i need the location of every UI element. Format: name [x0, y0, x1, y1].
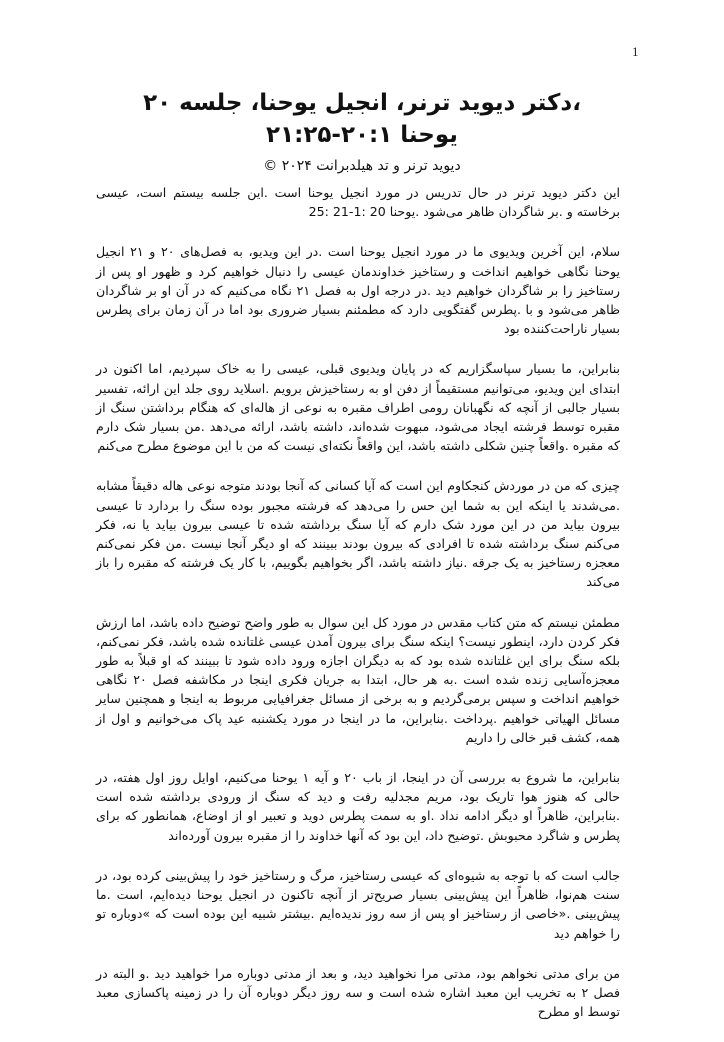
paragraph: مطمئن نیستم که متن کتاب مقدس در مورد کل این سوال به طور واضح توضیح داده باشد، اما ارزش فکر کردن دارد، اینطور نیست؟ اینکه سنگ برای بیرون آمدن عیسی غلتانده شده باشد، فکر نمی‌کنم، بلکه سنگ برای این غلتانده شده بود که به دیگران اجازه ورود داده شود تا ببینند که او قبلاً به طور معجزه‌آسایی زنده شده است .به هر حال، ابتدا به جریان فکری اینجا در مکاشفه فصل ۲۰ نگاهی خواهیم انداخت و سپس برمی‌گردیم و به برخی از مسائل جغرافیایی مربوط به اینجا و همچنین سایر مسائل الهیاتی خواهیم .پرداخت .بنابراین، ما در اینجا در مورد یکشنبه عید پاک می‌خوانیم و اول از همه، کشف قبر خالی را داریم: [96, 614, 620, 745]
document-subtitle: یوحنا ۲۰:۱-۲۱:۲۵: [266, 122, 458, 148]
paragraph: بنابراین، ما شروع به بررسی آن در اینجا، از باب ۲۰ و آیه ۱ یوحنا می‌کنیم، اوایل روز اول هفته، در حالی که هنوز هوا تاریک بود، مریم مجدلیه رفت و دید که سنگ از ورودی برداشته شده است .بنابراین، ظاهراً او دیگر ادامه نداد .او به سمت پطرس دوید و تعبیر او از اوضاع، همانطور که برای پطرس و شاگرد محبوبش .توضیح داد، این بود که آنها خداوند را از مقبره بیرون آورده‌اند: [96, 770, 620, 843]
paragraph: سلام، این آخرین ویدیوی ما در مورد انجیل یوحنا است .در این ویدیو، به فصل‌های ۲۰ و ۲۱ انجیل یوحنا نگاهی خواهیم انداخت و رستاخیز خداوندمان عیسی را دنبال خواهیم کرد و ظهور او پس از رستاخیز را بر شاگردان خواهیم دید .در درجه اول به فصل ۲۱ نگاه می‌کنیم که در آن او بر شاگردان ظاهر می‌شود و با .پطرس گفتگویی دارد که مطمئنم بسیار ضروری بود اما در آن زمان برای پطرس بسیار ناراحت‌کننده بود: [96, 244, 620, 337]
authors-line: دیوید ترنر و تد هیلدبرانت ۲۰۲۴ ©: [263, 158, 461, 174]
page-number: 1: [632, 44, 639, 59]
paragraph: من برای مدتی نخواهم بود، مدتی مرا نخواهید دید، و بعد از مدتی دوباره مرا خواهید دید .و البته در فصل ۲ به تخریب این معبد اشاره شده است و سه روز دیگر دوباره آن را در زمینه پاکسازی معبد توسط او مطرح: [96, 965, 620, 1020]
paragraph-intro: این دکتر دیوید ترنر در حال تدریس در مورد انجیل یوحنا است .این جلسه بیستم است، عیسی برخاسته و .بر شاگردان ظاهر می‌شود .یوحنا 20 :1-21 :25: [96, 185, 620, 220]
paragraph: جالب است که با توجه به شیوه‌ای که عیسی رستاخیز، مرگ و رستاخیز خود را پیش‌بینی کرده بود، در سنت هم‌نوا، ظاهراً این پیش‌بینی بسیار صریح‌تر از آنچه تاکنون در انجیل یوحنا دیده‌ایم، است .ما پیش‌بینی .«خاصی از رستاخیز او پس از سه روز ندیده‌ایم .بیشتر شبیه این بوده است که »دوباره تو را خواهم دید: [96, 867, 620, 941]
title-block: [60, 88, 664, 176]
body-text: [96, 183, 620, 1042]
paragraph: بنابراین، ما بسیار سپاسگزاریم که در پایان ویدیوی قبلی، عیسی را به خاک سپردیم، اما اکنون در ابتدای این ویدیو، می‌توانیم مستقیماً از دفن او به رستاخیزش برویم .اسلاید روی جلد این ارائه، تفسیر بسیار جالبی از آنچه که نگهبانان رومی اطراف مقبره به نوعی از هاله‌ای که هنگام برداشتن سنگ از مقبره توسط فرشته ایجاد می‌شود، مبهوت شده‌اند، داشته باشد، ارائه می‌دهد .من بسیار شک دارم که مقبره .واقعاً چنین شکلی داشته باشد، این واقعاً نکته‌ای نیست که من با این موضوع مطرح می‌کنم: [96, 361, 620, 454]
paragraph: چیزی که من در موردش کنجکاوم این است که آیا کسانی که آنجا بودند متوجه نوعی هاله دقیقاً مشابه .می‌شدند یا اینکه این به شما این حس را می‌دهد که فرشته مجبور بوده سنگ را بردارد تا عیسی بیرون بیاید من در این مورد شک دارم که آیا سنگ برداشته شده تا عیسی بیرون بیاید یا نه، فکر می‌کنم سنگ برداشته شده تا افرادی که بیرون بودند ببینند که او دیگر آنجا نیست .من فکر نمی‌کنم معجزه رستاخیز به یک جرقه .نیاز داشته باشد، اگر بخواهیم بگوییم، با کار یک فرشته که مقبره را باز می‌کند: [96, 478, 620, 590]
document-title: ،دکتر دیوید ترنر، انجیل یوحنا، جلسه ۲۰: [143, 90, 581, 116]
